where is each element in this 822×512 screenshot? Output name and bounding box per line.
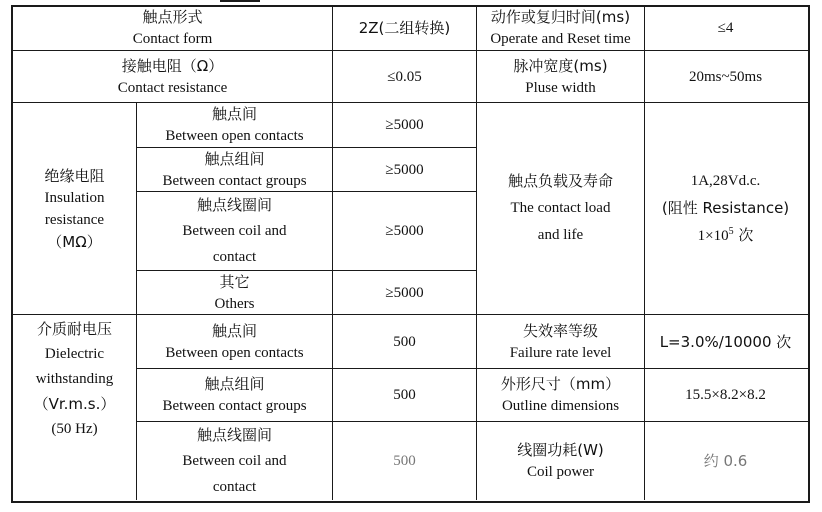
value-text: 15.5×8.2×8.2: [685, 387, 766, 403]
value-text: L=3.0%/10000 次: [659, 332, 792, 351]
value-text: 500: [393, 387, 416, 403]
value-text: ≤0.05: [387, 68, 422, 85]
dielectric-coil-contact-label: [137, 422, 332, 499]
label-en: Failure rate level: [509, 344, 612, 361]
label-en: and life: [537, 227, 584, 243]
label-zh: 动作或复归时间(ms): [490, 8, 631, 26]
label-en: Between open contacts: [165, 344, 304, 361]
label-zh: 接触电阻（Ω）: [121, 56, 224, 75]
insulation-contact-groups-label: [137, 148, 332, 191]
label-en: Dielectric: [44, 346, 105, 362]
label-en: contact: [212, 478, 257, 495]
pulse-width-label: [477, 51, 644, 102]
value-text: ≥5000: [385, 284, 424, 301]
pulse-width-value: [645, 51, 806, 102]
outline-dimensions-label: [477, 369, 644, 421]
label-en: Contact form: [132, 31, 213, 47]
value-exponent: 5: [728, 225, 734, 237]
label-zh: 脉冲宽度(ms): [513, 56, 608, 75]
insulation-others-label: [137, 271, 332, 314]
contact-form-label: [13, 6, 332, 50]
label-en: contact: [212, 249, 257, 265]
label-zh: 失效率等级: [522, 321, 598, 340]
label-en: Between contact groups: [162, 398, 307, 414]
contact-resistance-value: [333, 51, 476, 102]
operate-time-label: [477, 6, 644, 50]
label-zh: 触点组间: [204, 375, 265, 393]
label-zh: 触点间: [211, 105, 257, 123]
label-en: Between contact groups: [162, 172, 307, 189]
label-en: The contact load: [510, 200, 611, 216]
life-cycles-value: [698, 222, 754, 250]
value-text: 500: [393, 333, 416, 350]
label-zh: 触点负载及寿命: [507, 172, 613, 190]
insulation-open-contacts-label: [137, 103, 332, 147]
value-unit: 次: [733, 225, 754, 244]
value-text: ≥5000: [385, 223, 424, 239]
dielectric-coil-contact-value: [333, 422, 476, 499]
value-text: ≥5000: [385, 117, 424, 133]
label-unit: （Vr.m.s.）: [33, 395, 116, 413]
label-zh: 触点形式: [142, 8, 203, 26]
insulation-open-contacts-value: [333, 103, 476, 147]
label-zh: 绝缘电阻: [44, 166, 105, 185]
contact-resistance-label: [13, 51, 332, 102]
label-zh: 触点线圈间: [196, 425, 272, 444]
value-text: 约 0.6: [703, 451, 748, 470]
label-en: Insulation: [44, 189, 105, 206]
label-frequency: (50 Hz): [51, 421, 98, 437]
operate-time-value: [645, 6, 806, 50]
label-en: resistance: [44, 211, 105, 228]
label-zh: 外形尺寸（mm）: [500, 375, 621, 393]
label-zh: 其它: [219, 272, 250, 291]
value-text: (阻性 Resistance): [661, 198, 790, 217]
contact-load-life-label: [477, 103, 644, 314]
label-en: Coil power: [526, 463, 595, 480]
label-zh: 线圈功耗(W): [517, 440, 604, 459]
insulation-resistance-label: [13, 103, 136, 314]
dielectric-open-contacts-label: [137, 315, 332, 368]
label-en: Outline dimensions: [501, 398, 620, 414]
label-en: Between coil and: [182, 452, 287, 469]
label-en: Others: [214, 295, 255, 312]
value-text: 1A,28Vd.c.: [690, 172, 761, 189]
value-text: 500: [393, 452, 416, 469]
label-en: Pluse width: [525, 79, 596, 96]
outline-dimensions-value: [645, 369, 806, 421]
label-en: Operate and Reset time: [490, 31, 631, 47]
label-en: withstanding: [35, 371, 114, 387]
value-base: 1×10: [697, 227, 729, 244]
dielectric-open-contacts-value: [333, 315, 476, 368]
failure-rate-value: [645, 315, 806, 368]
label-zh: 触点线圈间: [196, 196, 272, 214]
dielectric-withstanding-label: [13, 315, 136, 457]
value-text: 2Z(二组转换): [358, 19, 451, 37]
insulation-coil-contact-value: [333, 192, 476, 270]
contact-form-value: [333, 6, 476, 50]
contact-load-life-value: [645, 103, 806, 314]
label-zh: 触点间: [211, 321, 257, 340]
value-text: 20ms~50ms: [688, 68, 763, 85]
label-zh: 介质耐电压: [36, 320, 112, 338]
label-unit: （MΩ）: [47, 232, 102, 251]
dielectric-contact-groups-value: [333, 369, 476, 421]
insulation-contact-groups-value: [333, 148, 476, 191]
value-text: ≤4: [717, 20, 734, 36]
insulation-coil-contact-label: [137, 192, 332, 270]
label-en: Contact resistance: [117, 79, 228, 96]
dielectric-contact-groups-label: [137, 369, 332, 421]
value-text: ≥5000: [385, 161, 424, 178]
coil-power-value: [645, 422, 806, 499]
top-rule-fragment: [220, 0, 260, 2]
insulation-others-value: [333, 271, 476, 314]
label-en: Between coil and: [182, 223, 287, 239]
label-en: Between open contacts: [165, 128, 304, 144]
label-zh: 触点组间: [204, 149, 265, 168]
coil-power-label: [477, 422, 644, 499]
failure-rate-label: [477, 315, 644, 368]
